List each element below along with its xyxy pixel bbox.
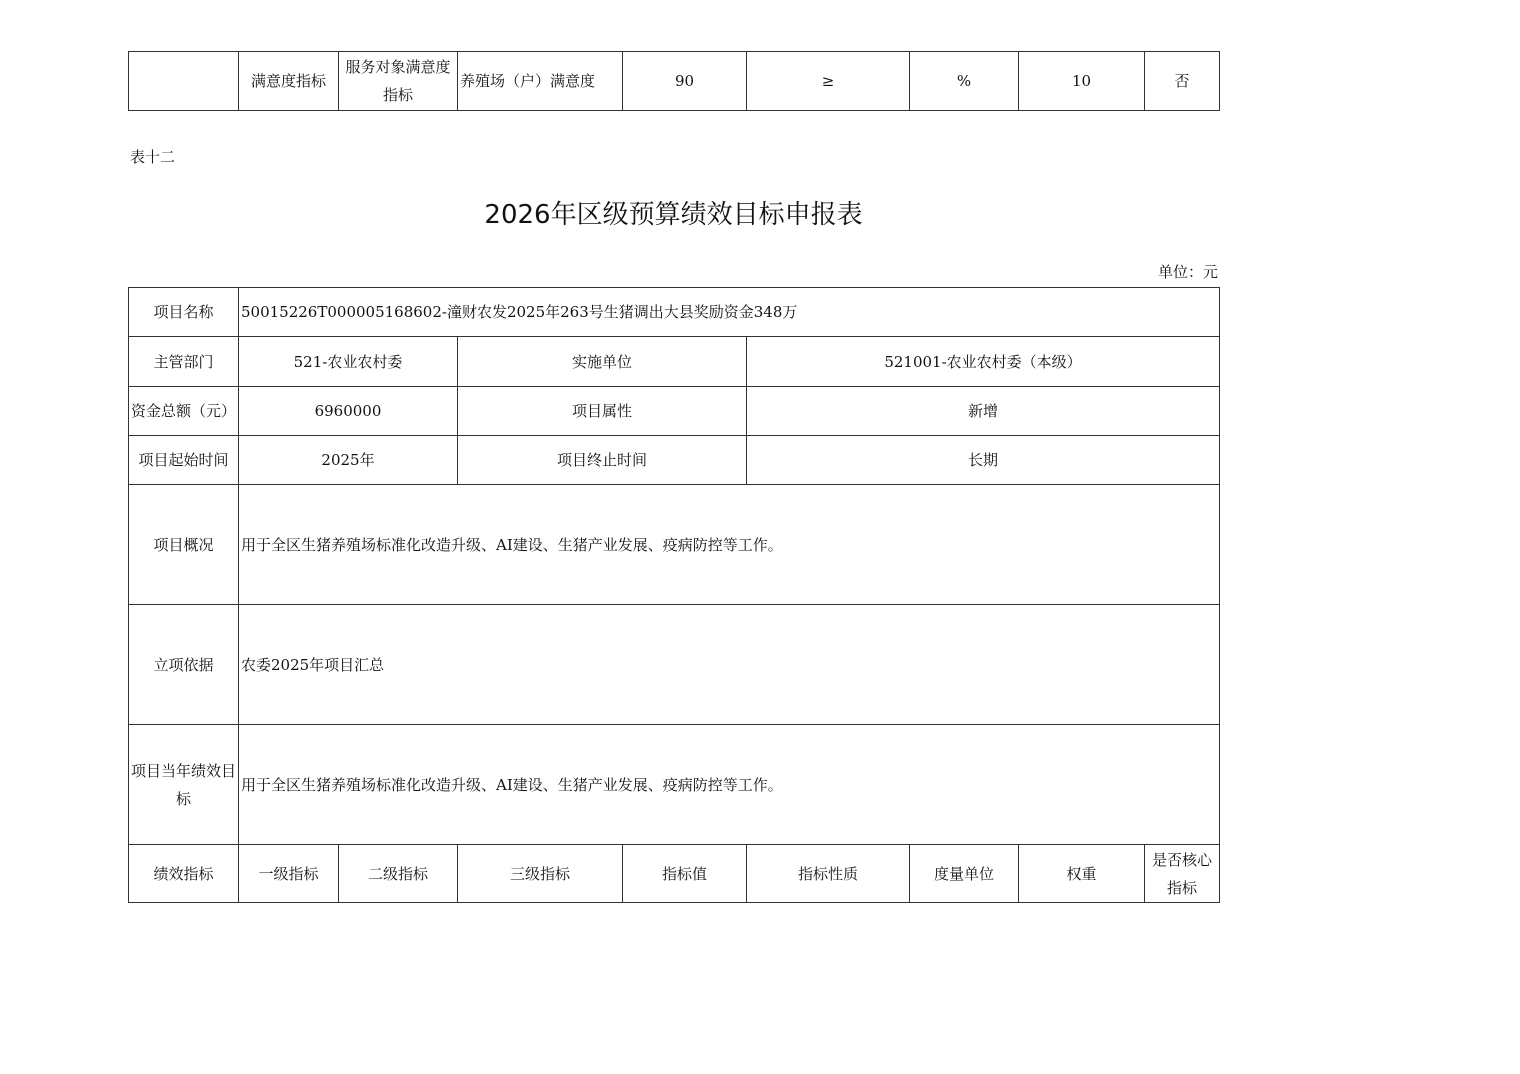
- table-cell: %: [910, 52, 1019, 111]
- fund-total-label: 资金总额（元）: [129, 387, 239, 436]
- dept-value: 521-农业农村委: [239, 337, 458, 387]
- header-cell: 三级指标: [458, 845, 623, 903]
- header-cell: 一级指标: [239, 845, 339, 903]
- table-row: [129, 52, 1220, 111]
- table-cell: 10: [1019, 52, 1145, 111]
- table-cell: [129, 52, 239, 111]
- end-time-label: 项目终止时间: [458, 436, 747, 485]
- table-label: 表十二: [130, 148, 176, 166]
- overview-value: 用于全区生猪养殖场标准化改造升级、AI建设、生猪产业发展、疫病防控等工作。: [239, 485, 1220, 605]
- fund-total-value: 6960000: [239, 387, 458, 436]
- budget-target-table: [128, 287, 1220, 903]
- table-cell: 养殖场（户）满意度: [458, 52, 623, 111]
- table-row: [129, 725, 1220, 845]
- overview-label: 项目概况: [129, 485, 239, 605]
- table-cell: 满意度指标: [239, 52, 339, 111]
- project-name-value: 50015226T000005168602-潼财农发2025年263号生猪调出大县奖励资金348万: [239, 288, 1220, 337]
- header-cell: 二级指标: [339, 845, 458, 903]
- impl-unit-label: 实施单位: [458, 337, 747, 387]
- table-row: [129, 845, 1220, 903]
- table-row: [129, 436, 1220, 485]
- header-cell: 是否核心指标: [1145, 845, 1220, 903]
- start-time-label: 项目起始时间: [129, 436, 239, 485]
- header-cell: 指标性质: [747, 845, 910, 903]
- basis-label: 立项依据: [129, 605, 239, 725]
- header-cell: 权重: [1019, 845, 1145, 903]
- table-row: [129, 288, 1220, 337]
- table-row: [129, 485, 1220, 605]
- header-cell: 绩效指标: [129, 845, 239, 903]
- table-cell: ≥: [747, 52, 910, 111]
- page-title: 2026年区级预算绩效目标申报表: [484, 200, 863, 230]
- dept-label: 主管部门: [129, 337, 239, 387]
- project-attr-label: 项目属性: [458, 387, 747, 436]
- table-cell: 服务对象满意度指标: [339, 52, 458, 111]
- continued-indicator-table: [128, 51, 1220, 111]
- annual-goal-label: 项目当年绩效目标: [129, 725, 239, 845]
- table-cell: 90: [623, 52, 747, 111]
- header-cell: 指标值: [623, 845, 747, 903]
- table-row: [129, 337, 1220, 387]
- project-attr-value: 新增: [747, 387, 1220, 436]
- end-time-value: 长期: [747, 436, 1220, 485]
- project-name-label: 项目名称: [129, 288, 239, 337]
- table-row: [129, 387, 1220, 436]
- impl-unit-value: 521001-农业农村委（本级）: [747, 337, 1220, 387]
- unit-label: 单位：元: [1157, 263, 1218, 281]
- table-cell: 否: [1145, 52, 1220, 111]
- annual-goal-value: 用于全区生猪养殖场标准化改造升级、AI建设、生猪产业发展、疫病防控等工作。: [239, 725, 1220, 845]
- table-row: [129, 605, 1220, 725]
- basis-value: 农委2025年项目汇总: [239, 605, 1220, 725]
- start-time-value: 2025年: [239, 436, 458, 485]
- header-cell: 度量单位: [910, 845, 1019, 903]
